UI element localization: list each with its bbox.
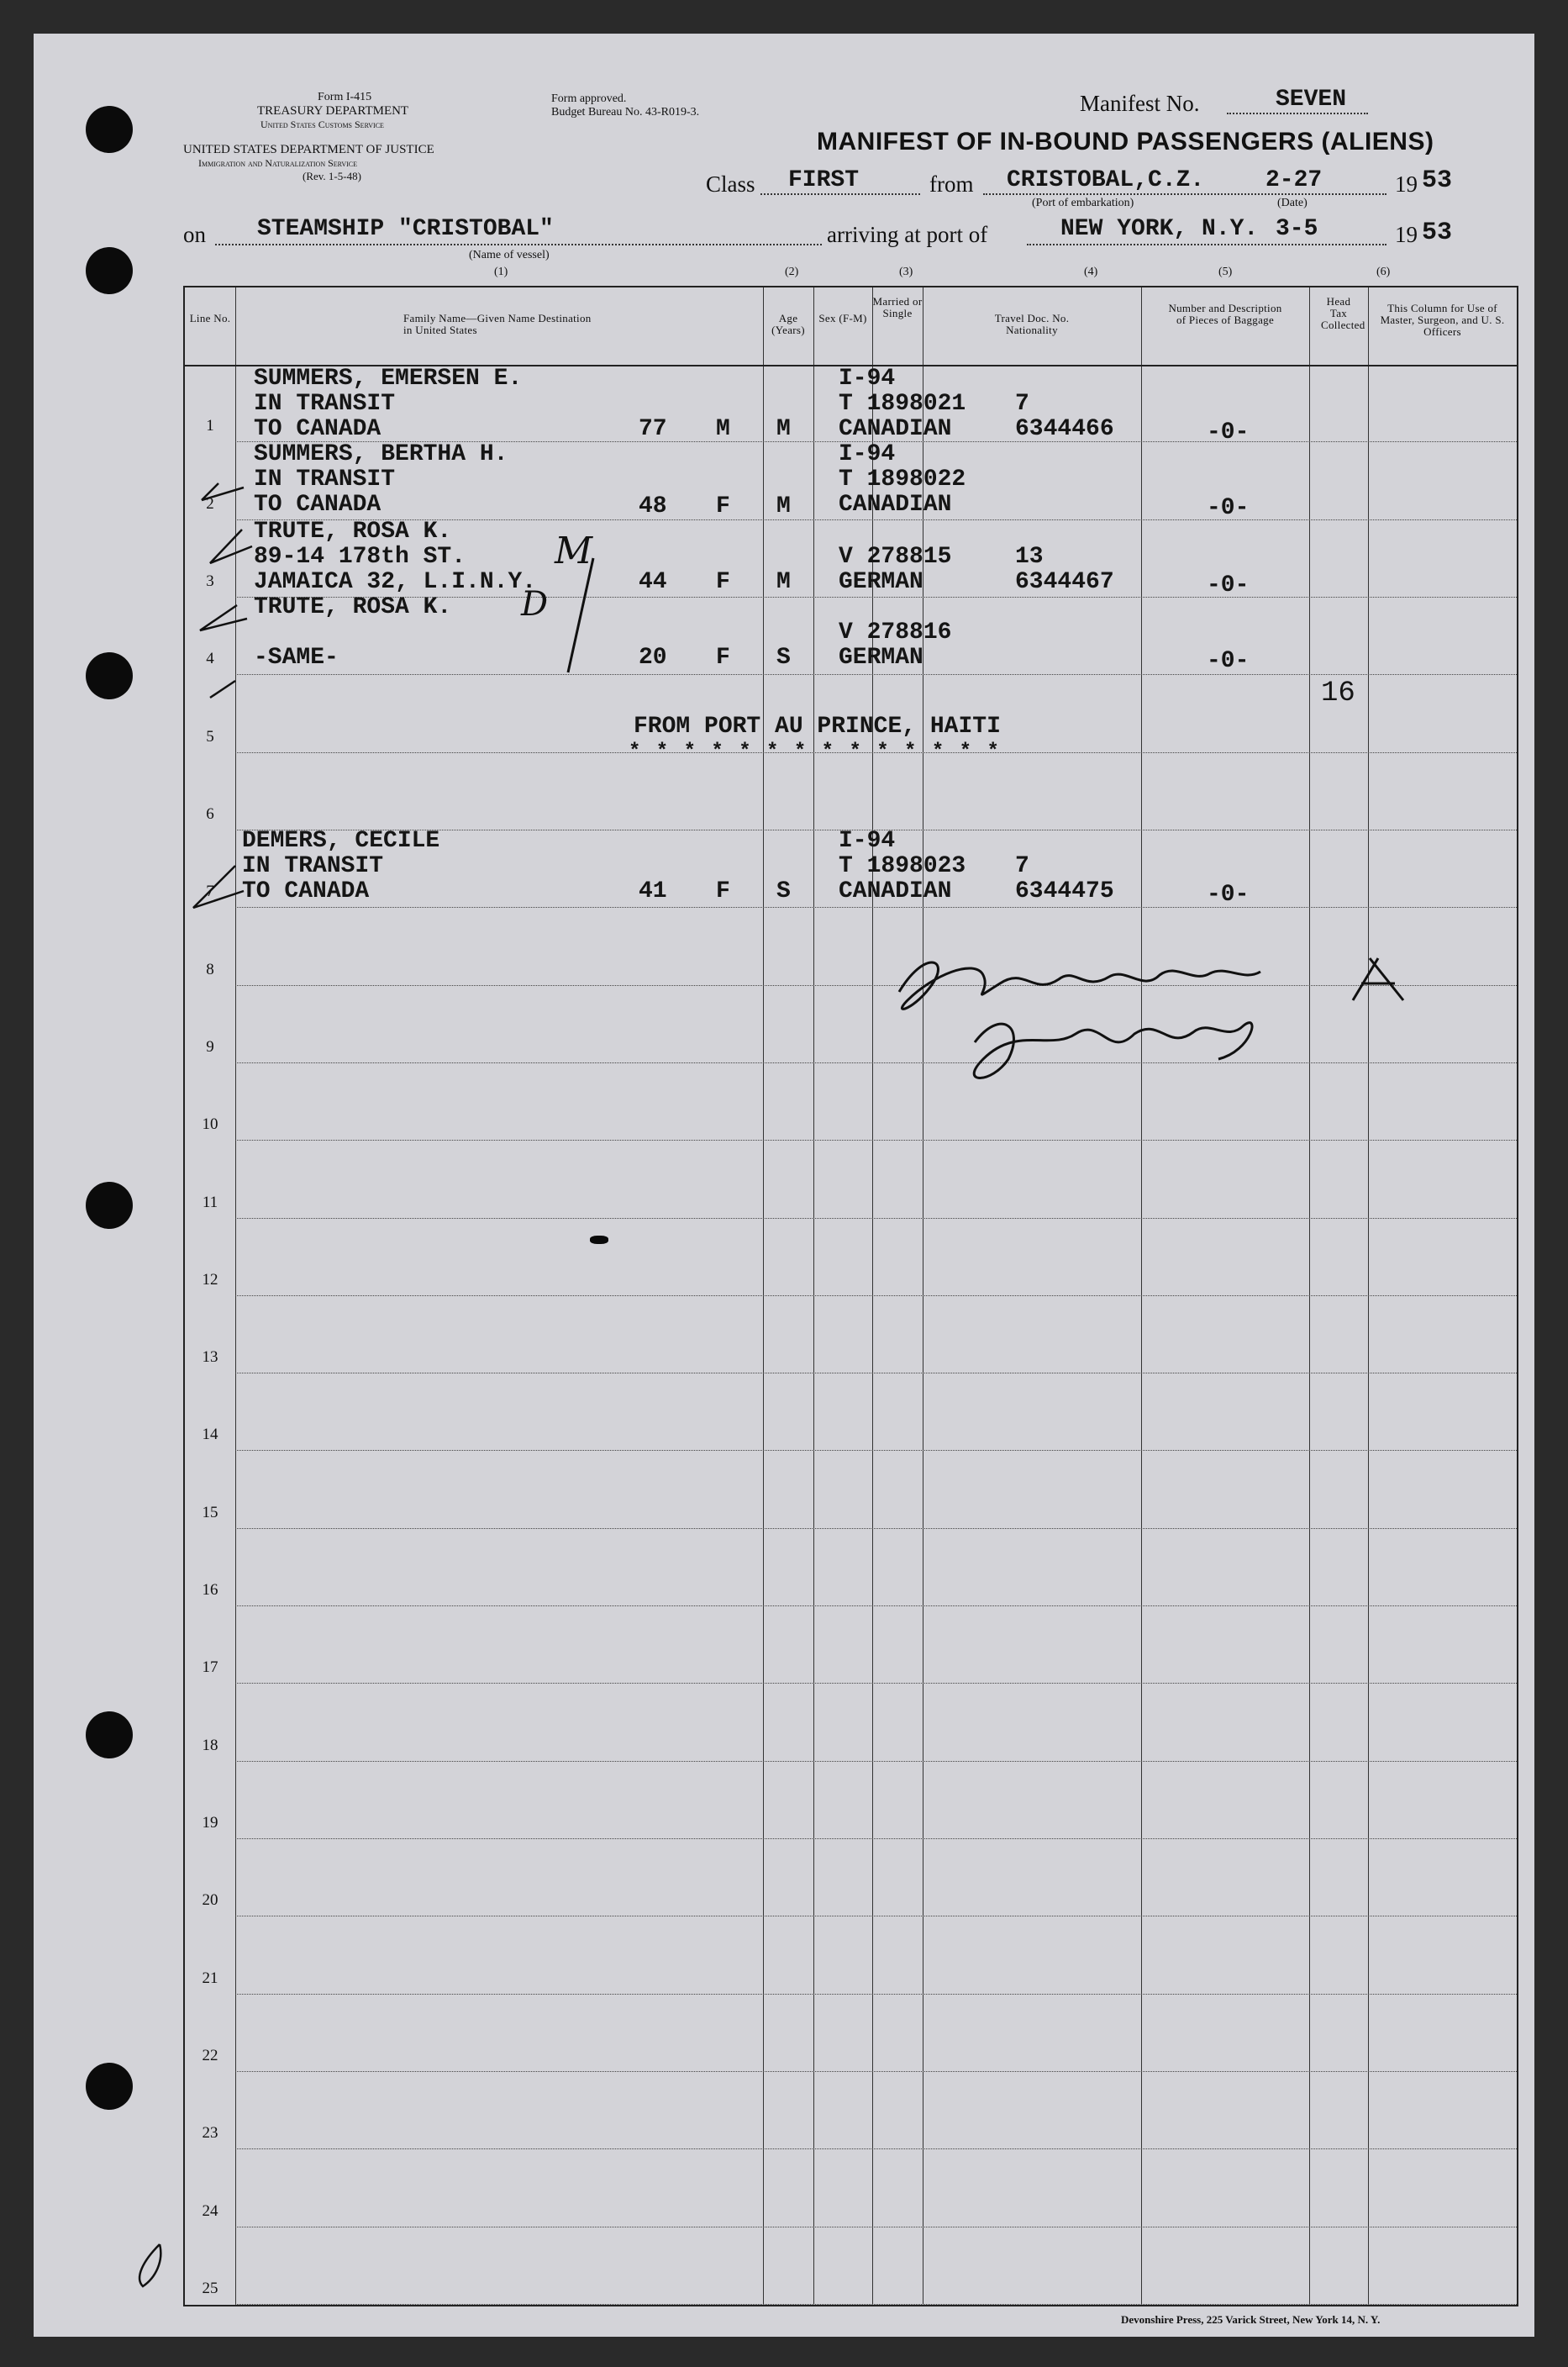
table-row [235, 1528, 1517, 1529]
table-row [235, 1838, 1517, 1839]
line-number: 5 [206, 727, 214, 746]
entry-1-tax: -0- [1207, 419, 1250, 445]
header-head-tax: Head Tax Collected [1321, 295, 1365, 331]
line-number: 11 [202, 1193, 218, 1211]
punch-hole [86, 2063, 133, 2110]
line-number: 7 [206, 883, 214, 901]
corner-mark [126, 2236, 176, 2295]
entry-4-tax: -0- [1207, 648, 1250, 674]
year-arrival: 53 [1422, 219, 1453, 247]
line-number: 1 [206, 417, 214, 435]
manifest-no-label: Manifest No. [1080, 91, 1200, 116]
line-number: 15 [202, 1503, 218, 1521]
table-row [235, 1450, 1517, 1451]
entry-3-tax: -0- [1207, 572, 1250, 598]
line-number: 17 [202, 1658, 218, 1677]
column-number: (4) [1084, 266, 1098, 278]
line-number: 22 [202, 2047, 218, 2065]
entry-3-doc: V 278815 GERMAN [839, 544, 952, 595]
table-row [235, 1761, 1517, 1762]
entry-3-age: 44 [639, 569, 667, 595]
entry-1-doc: I-94 T 1898021 CANADIAN [839, 366, 966, 442]
vessel-name: STEAMSHIP "CRISTOBAL" [257, 216, 554, 242]
immigration-service: Immigration and Naturalization Service [198, 157, 358, 169]
line-number: 20 [202, 1891, 218, 1910]
column-number: (6) [1376, 266, 1391, 278]
line-number: 10 [202, 1115, 218, 1134]
arrival-date: 3-5 [1276, 216, 1318, 242]
form-number: Form I-415 [318, 91, 372, 103]
printer-footer: Devonshire Press, 225 Varick Street, New York 14, N. Y. [1121, 2313, 1381, 2326]
line-number: 4 [206, 650, 214, 668]
entry-3-name: TRUTE, ROSA K. 89-14 178th ST. JAMAICA 32, L.I.N.Y. [254, 519, 537, 595]
entry-2-doc: I-94 T 1898022 CANADIAN [839, 441, 966, 518]
line-number: 3 [206, 572, 214, 590]
entry-5-age: 41 [639, 878, 667, 904]
punch-hole [86, 1182, 133, 1229]
entry-3-baggage: 13 6344467 [1015, 544, 1114, 595]
entry-2-marital: M [776, 493, 791, 519]
header-officers: This Column for Use of Master, Surgeon, and U. S. Officers [1380, 302, 1505, 338]
class-value: FIRST [788, 167, 860, 193]
punch-hole [86, 247, 133, 294]
margin-count: 16 [1321, 677, 1355, 709]
entry-5-marital: S [776, 878, 791, 904]
entry-4-sex: F [716, 645, 730, 671]
entry-2-tax: -0- [1207, 495, 1250, 521]
entry-2-sex: F [716, 493, 730, 519]
line-number: 12 [202, 1270, 218, 1289]
port-of-arrival: NEW YORK, N.Y. [1060, 216, 1259, 242]
class-label: Class [706, 171, 755, 197]
handwritten-d: D [521, 585, 549, 624]
line-number: 13 [202, 1348, 218, 1367]
punch-hole [86, 1711, 133, 1758]
entry-5-doc: I-94 T 1898023 CANADIAN [839, 828, 966, 904]
from-label: from [929, 171, 974, 197]
header-married: Married or Single [872, 295, 923, 319]
line-number: 19 [202, 1814, 218, 1832]
vessel-caption: (Name of vessel) [469, 249, 550, 261]
entry-4-marital: S [776, 645, 791, 671]
justice-dept: UNITED STATES DEPARTMENT OF JUSTICE [183, 143, 434, 156]
port-caption: (Port of embarkation) [1032, 197, 1134, 209]
entry-3-marital: M [776, 569, 791, 595]
entry-2-age: 48 [639, 493, 667, 519]
line-number: 21 [202, 1969, 218, 1987]
entry-5-sex: F [716, 878, 730, 904]
entry-1-age: 77 [639, 416, 667, 442]
date-caption: (Date) [1277, 197, 1308, 209]
column-number: (5) [1218, 266, 1233, 278]
table-row [235, 2148, 1517, 2149]
column-number: (3) [899, 266, 913, 278]
form-approved: Form approved. [551, 92, 627, 105]
entry-1-baggage: 7 6344466 [1015, 391, 1114, 442]
embarkation-date: 2-27 [1265, 167, 1323, 193]
table-row [235, 1605, 1517, 1606]
section-note: FROM PORT AU PRINCE, HAITI [634, 714, 1001, 740]
page-title: MANIFEST OF IN-BOUND PASSENGERS (ALIENS) [817, 128, 1434, 156]
table-row [235, 1218, 1517, 1219]
header-line-no: Line No. [189, 312, 231, 324]
manifest-no-value: SEVEN [1276, 87, 1347, 113]
line-number: 16 [202, 1581, 218, 1600]
section-stars: * * * * * * * * * * * * * * [629, 741, 1001, 763]
line-number: 14 [202, 1426, 218, 1444]
entry-1-sex: M [716, 416, 730, 442]
handwritten-m: M [555, 530, 593, 572]
ink-spot [590, 1236, 608, 1244]
column-number: (2) [785, 266, 799, 278]
entry-5-tax: -0- [1207, 882, 1250, 908]
header-age: Age (Years) [771, 312, 805, 336]
year-embarkation: 53 [1422, 166, 1453, 195]
table-row [235, 1683, 1517, 1684]
budget-bureau: Budget Bureau No. 43-R019-3. [551, 106, 700, 119]
table-row [235, 1140, 1517, 1141]
entry-1-name: SUMMERS, EMERSEN E. IN TRANSIT TO CANADA [254, 366, 523, 442]
year-prefix: 19 [1395, 171, 1418, 197]
entry-4-name: TRUTE, ROSA K. -SAME- [254, 594, 452, 671]
line-number: 2 [206, 494, 214, 513]
check-mark-7 [185, 857, 252, 925]
punch-hole [86, 652, 133, 699]
line-number: 8 [206, 960, 214, 978]
header-sex: Sex (F-M) [818, 312, 867, 324]
punch-hole [86, 106, 133, 153]
entry-5-baggage: 7 6344475 [1015, 853, 1114, 904]
entry-3-sex: F [716, 569, 730, 595]
treasury-dept: TREASURY DEPARTMENT [257, 104, 409, 118]
header-baggage: Number and Description of Pieces of Baggage [1168, 302, 1282, 326]
entry-2-name: SUMMERS, BERTHA H. IN TRANSIT TO CANADA [254, 441, 508, 518]
header-travel-doc: Travel Doc. No. Nationality [994, 312, 1070, 336]
entry-1-marital: M [776, 416, 791, 442]
line-number: 24 [202, 2201, 218, 2220]
manifest-sheet [34, 34, 1534, 2337]
table-row [235, 907, 1517, 908]
line-number: 6 [206, 804, 214, 823]
officer-signature [857, 925, 1462, 1118]
entry-4-doc: V 278816 GERMAN [839, 619, 952, 671]
table-row [235, 1994, 1517, 1995]
port-of-embarkation: CRISTOBAL,C.Z. [1007, 167, 1205, 193]
check-marks [185, 353, 790, 740]
year-prefix-2: 19 [1395, 222, 1418, 247]
on-label: on [183, 222, 206, 247]
entry-5-name: DEMERS, CECILE IN TRANSIT TO CANADA [242, 828, 440, 904]
table-row [235, 1295, 1517, 1296]
table-row [235, 2304, 1517, 2305]
line-number: 23 [202, 2124, 218, 2143]
table-row [235, 2071, 1517, 2072]
line-number: 9 [206, 1037, 214, 1056]
revision: (Rev. 1-5-48) [303, 170, 361, 182]
arriving-label: arriving at port of [827, 222, 988, 247]
header-name: Family Name—Given Name Destination in United States [403, 312, 592, 336]
column-number: (1) [494, 266, 508, 278]
line-number: 25 [202, 2280, 218, 2297]
line-number: 18 [202, 1736, 218, 1754]
entry-4-age: 20 [639, 645, 667, 671]
customs-service: United States Customs Service [260, 119, 384, 130]
